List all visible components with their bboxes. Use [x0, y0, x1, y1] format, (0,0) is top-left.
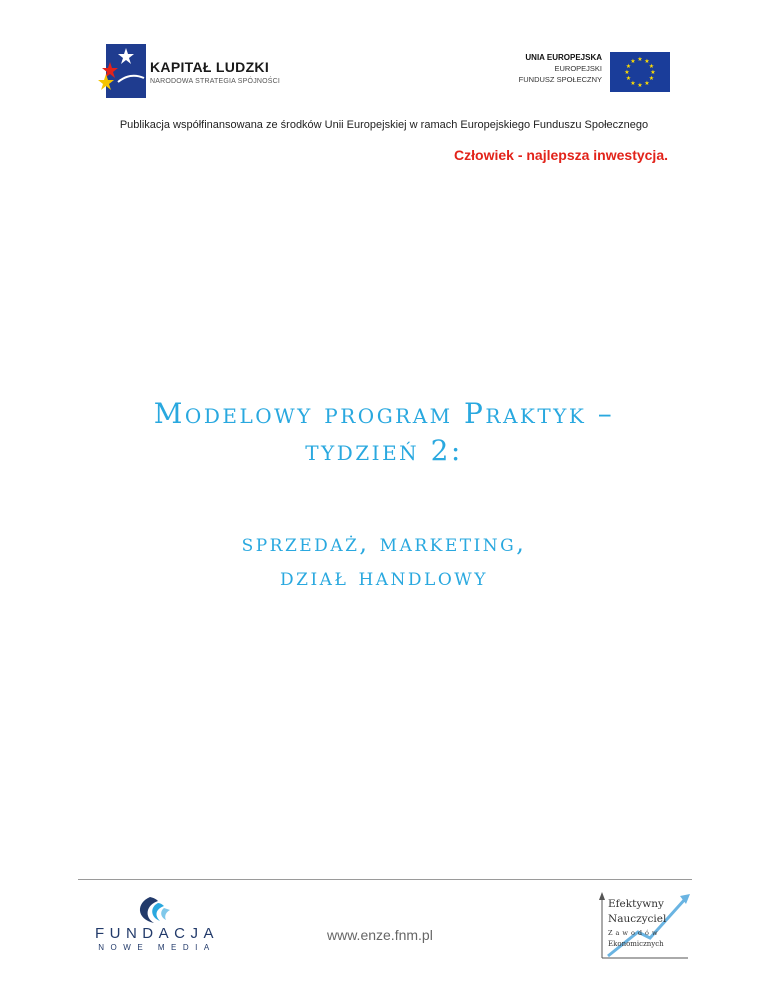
zawodow-label: Zawodów — [608, 929, 661, 937]
svg-text:★: ★ — [644, 80, 650, 87]
svg-text:★: ★ — [630, 80, 636, 87]
svg-text:★: ★ — [644, 58, 650, 65]
svg-text:★: ★ — [648, 63, 655, 70]
nauczyciel-label: Nauczyciel — [608, 913, 667, 925]
cofinance-notice: Publikacja współfinansowana ze środków Unii Europejskiej w ramach Europejskiego Funduszu Społecznego — [119, 119, 649, 131]
kapital-ludzki-logo — [96, 42, 296, 102]
kapital-ludzki-subtitle: NARODOWA STRATEGIA SPÓJNOŚCI — [150, 78, 281, 85]
eu-logo-line3: FUNDUSZ SPOŁECZNY — [518, 75, 602, 84]
svg-text:★: ★ — [637, 82, 643, 89]
document-subtitle-line1: sprzedaż, marketing, — [241, 529, 527, 557]
svg-text:★: ★ — [625, 75, 632, 82]
ekonomicznych-label: Ekonomicznych — [608, 940, 664, 948]
wave-emblem-icon — [88, 893, 226, 927]
document-subtitle-line2: dział handlowy — [280, 563, 488, 591]
svg-text:★: ★ — [624, 69, 630, 76]
eu-logo-line2: EUROPEJSKI — [554, 64, 602, 73]
kapital-ludzki-title: KAPITAŁ LUDZKI — [150, 59, 270, 75]
document-title-line2: tydzień 2: — [305, 434, 463, 467]
efektywny-label: Efektywny — [608, 898, 664, 910]
eu-logo — [505, 52, 670, 92]
nowe-media-label: NOWE MEDIA — [98, 943, 216, 952]
svg-text:★: ★ — [648, 75, 655, 82]
website-link[interactable]: www.enze.fnm.pl — [327, 927, 433, 943]
svg-text:★: ★ — [650, 69, 656, 76]
fundacja-label: FUNDACJA — [94, 925, 219, 942]
efektywny-nauczyciel-logo — [598, 892, 690, 960]
eu-logo-line1: UNIA EUROPEJSKA — [525, 53, 602, 62]
svg-text:★: ★ — [625, 63, 632, 70]
slogan: Człowiek - najlepsza inwestycja. — [454, 147, 668, 163]
kapital-ludzki-emblem-icon — [96, 42, 148, 100]
svg-text:★: ★ — [630, 58, 636, 65]
fundacja-nowe-media-logo — [88, 893, 228, 953]
footer-divider — [78, 879, 692, 880]
eu-flag-icon — [610, 52, 670, 92]
document-title-line1: Modelowy program Praktyk – — [153, 397, 615, 430]
svg-text:★: ★ — [637, 56, 643, 63]
